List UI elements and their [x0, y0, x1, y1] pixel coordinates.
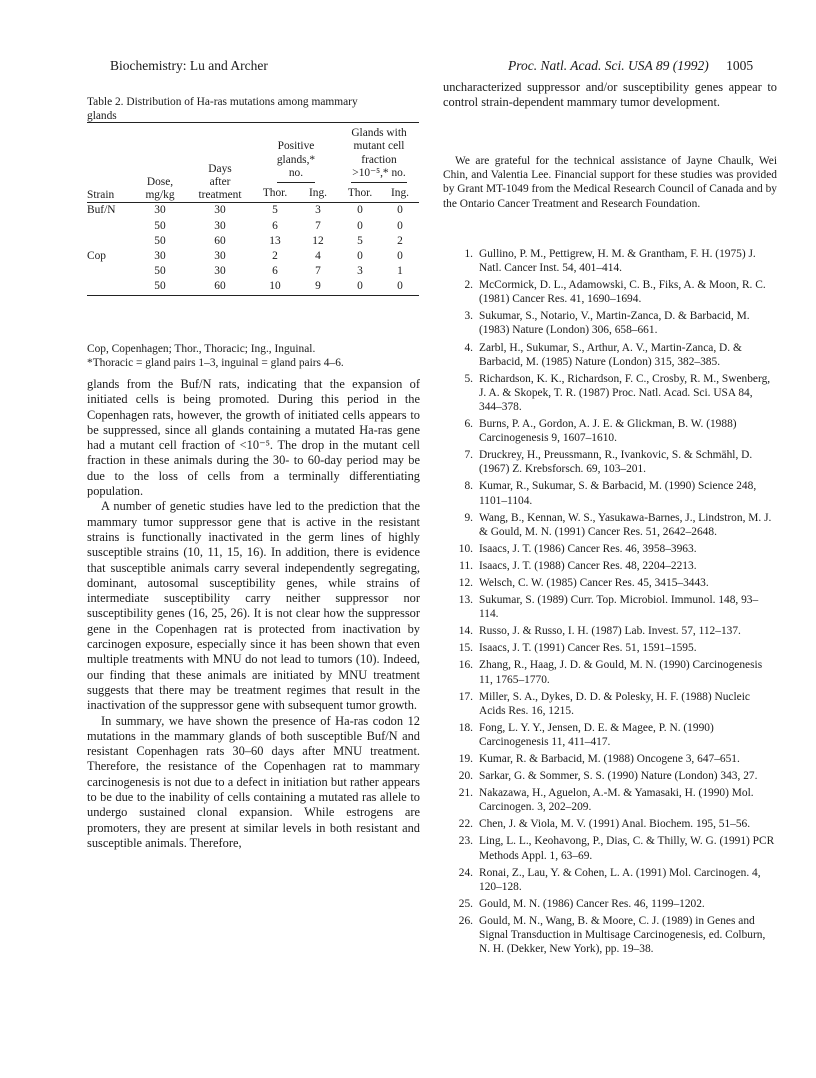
reference-item: 25. Gould, M. N. (1986) Cancer Res. 46, 1199–1202.: [458, 897, 705, 910]
reference-list: [443, 247, 777, 959]
page-number: 1005: [726, 58, 754, 73]
table-header-row: [87, 123, 419, 184]
reference-item: 6. Burns, P. A., Gordon, A. J. E. & Glickman, B. W. (1988) Carcinogenesis 9, 1607–1610.: [464, 418, 737, 445]
acknowledgment: We are grateful for the technical assistance of Jayne Chaulk, Wei Chin, and Valentia Lee. Financial support for these studies was provided by Grant MT-1049 from the Medical Research Council of Canada and by the Ontario Cancer Treatment and Research Foundation.: [443, 155, 777, 210]
table-row: 50 60 10 9 0 0: [87, 279, 419, 295]
reference-item: 15. Isaacs, J. T. (1991) Cancer Res. 51, 1591–1595.: [458, 642, 697, 655]
reference-item: 5. Richardson, K. K., Richardson, F. C., Crosby, R. M., Swenberg, J. A. & Skopek, T. R. (1987) Proc. Natl. Acad. Sci. USA 84, 344–378.: [464, 372, 771, 413]
reference-item: 21. Nakazawa, H., Aguelon, A.-M. & Yamasaki, H. (1990) Mol. Carcinogen. 3, 202–209.: [458, 787, 754, 814]
subheader-ing: Ing.: [390, 187, 410, 200]
subheader-ing: Ing.: [308, 187, 328, 200]
table-row: 50 60 13 12 5 2: [154, 234, 403, 247]
reference-item: 8. Kumar, R., Sukumar, S. & Barbacid, M. (1990) Science 248, 1101–1104.: [464, 480, 757, 507]
reference-item: 19. Kumar, R. & Barbacid, M. (1988) Oncogene 3, 647–651.: [458, 753, 740, 765]
reference-item: 22. Chen, J. & Viola, M. V. (1991) Anal. Biochem. 195, 51–56.: [458, 818, 751, 831]
table-row: Buf/N 30 30 5 3 0 0: [87, 204, 403, 217]
running-header-right: [508, 58, 753, 74]
reference-item: 3. Sukumar, S., Notario, V., Martin-Zanca, D. & Barbacid, M. (1983) Nature (London) 306, 658–661.: [464, 310, 750, 337]
reference-item: 11. Isaacs, J. T. (1988) Cancer Res. 48, 2204–2213.: [459, 559, 697, 572]
col-header-mutant: Glands with mutant cell fraction >10⁻⁵,* no.: [339, 123, 419, 184]
reference-item: 14. Russo, J. & Russo, I. H. (1987) Lab. Invest. 57, 112–137.: [458, 625, 741, 638]
reference-item: 26. Gould, M. N., Wang, B. & Moore, C. J. (1989) in Genes and Signal Transduction in Multisage Carcinogenesis, ed. Colburn, N. H. (Dekker, New York), pp. 19–38.: [458, 914, 766, 956]
reference-item: 24. Ronai, Z., Lau, Y. & Cohen, L. A. (1991) Mol. Carcinogen. 4, 120–128.: [458, 866, 761, 893]
subheader-thor: Thor.: [262, 187, 288, 200]
journal-citation: Proc. Natl. Acad. Sci. USA 89 (1992): [508, 58, 709, 73]
left-column-text: [87, 377, 420, 851]
reference-item: 4. Zarbl, H., Sukumar, S., Arthur, A. V., Martin-Zanca, D. & Barbacid, M. (1985) Nature (London) 315, 382–385.: [464, 341, 742, 368]
reference-item: 9. Wang, B., Kennan, W. S., Yasukawa-Barnes, J., Lindstron, M. J. & Gould, M. N. (1991) Cancer Res. 51, 2642–2648.: [464, 511, 772, 538]
col-header-days: Days after treatment: [187, 123, 253, 203]
right-column-continuation: uncharacterized suppressor and/or susceptibility genes appear to control strain-dependent mammary tumor development.: [443, 80, 777, 110]
table-footnote-abbrev: Cop, Copenhagen; Thor., Thoracic; Ing., Inguinal.: [87, 343, 316, 355]
subheader-thor: Thor.: [347, 187, 373, 200]
mutation-distribution-table: [87, 122, 419, 296]
reference-item: 23. Ling, L. L., Keohavong, P., Dias, C. & Thilly, W. G. (1991) PCR Methods Appl. 1, 63–69.: [458, 835, 775, 862]
table-footnote-star: *Thoracic = gland pairs 1–3, inguinal = gland pairs 4–6.: [87, 357, 344, 369]
table-row: 50 30 6 7 3 1: [154, 265, 403, 278]
table-row: 50 30 6 7 0 0: [154, 219, 403, 232]
body-paragraph: glands from the Buf/N rats, indicating that the expansion of initiated cells is being promoted. During this period in the Copenhagen rats, however, the growth of initiated cells appears to be suppressed, since all glands containing a mutated Ha-ras gene had a mutant cell fraction of <10⁻⁵. The drop in the mutant cell fraction in these animals during the 30- to 60-day period may be due to the loss of cells from a terminally differentiating population.: [87, 377, 420, 499]
reference-item: 16. Zhang, R., Haag, J. D. & Gould, M. N. (1990) Carcinogenesis 11, 1765–1770.: [458, 659, 763, 686]
reference-item: 2. McCormick, D. L., Adamowski, C. B., Fiks, A. & Moon, R. C. (1981) Cancer Res. 41, 1690–1694.: [464, 279, 766, 306]
col-header-positive: Positive glands,* no.: [253, 123, 339, 184]
reference-item: 10. Isaacs, J. T. (1986) Cancer Res. 46, 3958–3963.: [458, 542, 697, 555]
table-caption-label: Table 2.: [87, 96, 124, 108]
table-row: Cop 30 30 2 4 0 0: [87, 249, 403, 262]
reference-item: 13. Sukumar, S. (1989) Curr. Top. Microbiol. Immunol. 148, 93–114.: [458, 594, 759, 621]
table-caption-text: Distribution of Ha-ras mutations among mammary glands: [87, 96, 358, 122]
reference-item: 12. Welsch, C. W. (1985) Cancer Res. 45, 3415–3443.: [458, 576, 709, 589]
col-header-strain: Strain: [87, 123, 133, 203]
reference-item: 1. Gullino, P. M., Pettigrew, H. M. & Grantham, F. H. (1975) J. Natl. Cancer Inst. 54, 401–414.: [464, 248, 756, 275]
reference-item: 18. Fong, L. Y. Y., Jensen, D. E. & Magee, P. N. (1990) Carcinogenesis 11, 411–417.: [458, 721, 714, 748]
col-header-dose: Dose, mg/kg: [133, 123, 187, 203]
running-header-left: Biochemistry: Lu and Archer: [110, 58, 268, 73]
reference-item: 7. Druckrey, H., Preussmann, R., Ivankovic, S. & Schmähl, D. (1967) Z. Krebsforsch. 69, 103–201.: [464, 449, 753, 476]
reference-item: 17. Miller, S. A., Dykes, D. D. & Polesky, H. F. (1988) Nucleic Acids Res. 16, 1215.: [458, 690, 750, 717]
table-caption: [87, 96, 387, 123]
reference-item: 20. Sarkar, G. & Sommer, S. S. (1990) Nature (London) 343, 27.: [458, 770, 758, 783]
body-paragraph: In summary, we have shown the presence of Ha-ras codon 12 mutations in the mammary glands of both susceptible Buf/N and resistant Copenhagen rats 30–60 days after MNU treatment. Therefore, the resistance of the Copenhagen rat to mammary carcinogenesis is not due to a defect in initiation but rather appears to be due to the inability of cells containing a mutated ras allele to undergo sustained clonal expansion. While estrogens are promoters, they are present at similar levels in both resistant and susceptible animals. Therefore,: [87, 713, 420, 850]
body-paragraph: A number of genetic studies have led to the prediction that the mammary tumor suppressor gene that is active in the resistant strains is functionally inactivated in the germ lines of highly susceptible strains (10, 11, 15, 16). In addition, there is evidence that susceptible animals carry several independently segregating, dominant, autosomal susceptibility genes, while strains of intermediate susceptibility carry neither suppressor nor susceptibility genes (16, 25, 26). It is not clear how the suppressor gene in the Copenhagen rat is protected from inactivation by carcinogen exposure, especially since it has been shown that even multiple treatments with MNU do not lead to tumors (10). Indeed, our finding that these animals are initiated by MNU treatment suggests that there may be treatment regimes that result in the inactivation of the suppressor gene with subsequent tumor growth.: [87, 499, 420, 713]
